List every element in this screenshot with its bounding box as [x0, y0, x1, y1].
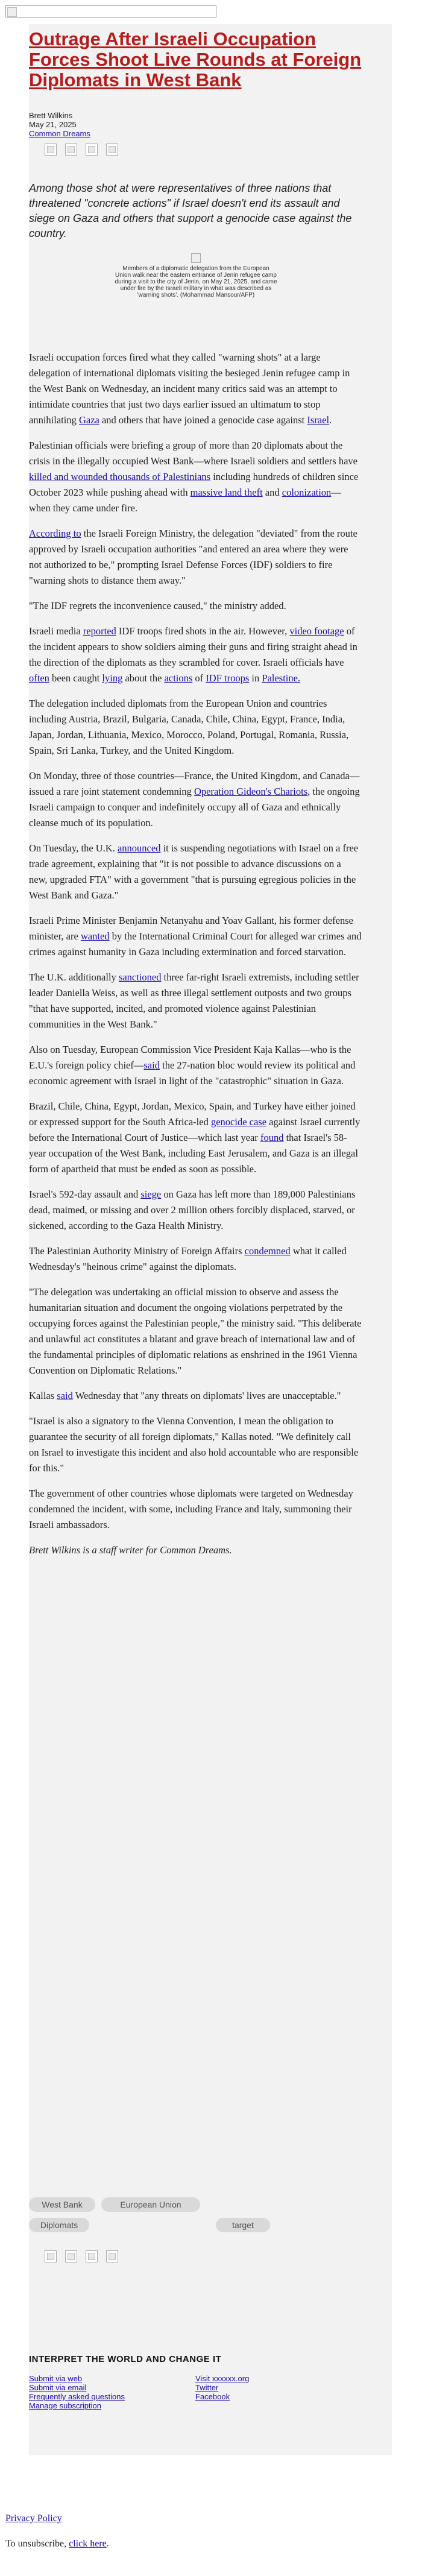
- unsubscribe-text: To unsubscribe,: [5, 2539, 67, 2549]
- unsubscribe-row: [5, 2539, 109, 2549]
- footer-left-links: [29, 2374, 195, 2410]
- link-siege[interactable]: siege: [140, 1189, 162, 1200]
- email-icon[interactable]: [86, 144, 98, 156]
- paragraph: "The delegation was undertaking an official mission to observe and assess the humanitarian situation and document the ongoing violations perpetrated by the occupying forces against the Palestinian people," the ministry said. "This deliberate and unlawful act constitutes a blatant and grave breach of international law and of the fundamental principles of diplomatic relations as enshrined in the 1961 Vienna Convention on Diplomatic Relations.": [29, 1286, 362, 1376]
- unsubscribe-link[interactable]: click here: [69, 2539, 107, 2549]
- link-said-kallas[interactable]: said: [143, 1059, 160, 1071]
- article-title[interactable]: Outrage After Israeli Occupation Forces Shoot Live Rounds at Foreign Diplomats in West Bank: [29, 28, 362, 90]
- tag-list: [29, 2197, 362, 2232]
- privacy-policy-link[interactable]: Privacy Policy: [5, 2513, 62, 2524]
- paragraph: The government of other countries whose diplomats were targeted on Wednesday condemned the incident, with some, including France and Italy, summoning their Israeli ambassadors.: [29, 1488, 353, 1530]
- header-logo-image: [5, 5, 216, 17]
- email-icon[interactable]: [86, 2250, 98, 2262]
- link-reported[interactable]: reported: [83, 625, 116, 637]
- link-killed-wounded[interactable]: killed and wounded thousands of Palestinians: [29, 471, 211, 482]
- link-genocide-case[interactable]: genocide case: [210, 1116, 267, 1128]
- share-row-bottom: [45, 2250, 118, 2262]
- paragraph: "Israel is also a signatory to the Vienna Convention, I mean the obligation to guarantee the security of all foreign diplomats," Kallas noted. "We definitely call on Israel to investigate this incident and also hold accountable who are responsible for this.": [29, 1415, 359, 1474]
- paragraph: Israel's 592-day assault and siege on Gaza has left more than 189,000 Palestinians dead, maimed, or missing and over 2 million others forcibly displaced, starved, or sickened, according to the Gaza Health Ministry.: [29, 1189, 356, 1231]
- reddit-icon[interactable]: [106, 144, 118, 156]
- link-idf-troops[interactable]: IDF troops: [206, 672, 250, 684]
- faq-link[interactable]: Frequently asked questions: [29, 2392, 125, 2401]
- submit-web-link[interactable]: Submit via web: [29, 2374, 83, 2383]
- footer: [29, 2354, 362, 2410]
- author-signature: Brett Wilkins is a staff writer for Common Dreams.: [29, 1544, 232, 1556]
- tag-west-bank[interactable]: West Bank: [29, 2197, 95, 2212]
- link-actions[interactable]: actions: [164, 672, 193, 684]
- visit-site-link[interactable]: Visit xxxxxx.org: [195, 2374, 250, 2383]
- privacy-row: [5, 2513, 62, 2524]
- paragraph: Palestinian officials were briefing a group of more than 20 diplomats about the crisis in the illegally occupied West Bank—where Israeli soldiers and settlers have killed and wounded thousands of Palestinians including hundreds of children since October 2023 while pushing ahead with massive land theft and colonization—when they came under fire.: [29, 440, 359, 514]
- article-subhead: Among those shot at were representatives of three nations that threatened "concrete actions" if Israel doesn't end its assault and siege on Gaza and others that support a genocide case against the country.: [29, 182, 352, 239]
- paragraph: Kallas said Wednesday that "any threats on diplomats' lives are unacceptable.": [29, 1390, 341, 1401]
- article-meta: [29, 111, 362, 138]
- facebook-icon[interactable]: [45, 144, 57, 156]
- twitter-link[interactable]: Twitter: [195, 2383, 219, 2392]
- image-caption: Members of a diplomatic delegation from the European Union walk near the eastern entrance of Jenin refugee camp during a visit to the city of Jenin, on May 21, 2025, and came under fire by the Israeli military in what was described as 'warning shots'. (Mohammad Mansour/AFP): [115, 265, 277, 298]
- source-link[interactable]: Common Dreams: [29, 129, 90, 138]
- link-colonization[interactable]: colonization: [282, 487, 332, 498]
- link-condemned[interactable]: condemned: [244, 1245, 291, 1257]
- tag-target[interactable]: target: [216, 2218, 270, 2232]
- link-palestine[interactable]: Palestine.: [262, 672, 301, 684]
- facebook-icon[interactable]: [45, 2250, 57, 2262]
- link-land-theft[interactable]: massive land theft: [190, 487, 263, 498]
- paragraph: According to the Israeli Foreign Ministry, the delegation "deviated" from the route approved by Israeli occupation authorities "and entered an area where they were not authorized to be," prompting Israel Defense Forces (IDF) soldiers to fire "warning shots to distance them away.": [29, 528, 357, 586]
- link-video-footage[interactable]: video footage: [289, 625, 344, 637]
- link-said-wednesday[interactable]: said: [57, 1390, 73, 1401]
- facebook-link[interactable]: Facebook: [195, 2392, 230, 2401]
- paragraph: "The IDF regrets the inconvenience caused," the ministry added.: [29, 600, 286, 611]
- link-operation-gideons-chariots[interactable]: Operation Gideon's Chariots: [194, 786, 308, 797]
- article-figure: [115, 253, 277, 298]
- paragraph: On Monday, three of those countries—France, the United Kingdom, and Canada—issued a rare joint statement condemning Operation Gideon's Chariots, the ongoing Israeli campaign to conquer and indefinitely occupy all of Gaza and ethnically cleanse much of its population.: [29, 770, 360, 829]
- article-image: [191, 253, 201, 263]
- author-name: Brett Wilkins: [29, 111, 73, 120]
- twitter-icon[interactable]: [65, 2250, 77, 2262]
- paragraph: Israeli occupation forces fired what they called "warning shots" at a large delegation of international diplomats visiting the besieged Jenin refugee camp in the West Bank on Wednesday, an incident many critics said was an attempt to intimidate countries that just two days earlier issued an ultimatum to stop annihilating Gaza and others that have joined a genocide case against Israel.: [29, 352, 350, 426]
- manage-subscription-link[interactable]: Manage subscription: [29, 2401, 101, 2410]
- paragraph: Israeli Prime Minister Benjamin Netanyahu and Yoav Gallant, his former defense minister, are wanted by the International Criminal Court for alleged war crimes and crimes against humanity in Gaza including extermination and forced starvation.: [29, 915, 362, 958]
- paragraph: The Palestinian Authority Ministry of Foreign Affairs condemned what it called Wednesday's "heinous crime" against the diplomats.: [29, 1245, 347, 1272]
- tag-european-union[interactable]: European Union: [101, 2197, 200, 2212]
- submit-email-link[interactable]: Submit via email: [29, 2383, 87, 2392]
- paragraph: Israeli media reported IDF troops fired shots in the air. However, video footage of the incident appears to show soldiers aiming their guns and firing straight ahead in the direction of the diplomats as they scrambled for cover. Israeli officials have often been caught lying about the actions of IDF troops in Palestine.: [29, 625, 357, 684]
- link-found[interactable]: found: [260, 1132, 284, 1143]
- publish-date: May 21, 2025: [29, 120, 77, 129]
- link-gaza[interactable]: Gaza: [78, 414, 99, 426]
- paragraph: The U.K. additionally sanctioned three far-right Israeli extremists, including settler leader Daniella Weiss, as well as three illegal settlement outposts and two groups "that have supported, incited, and promoted violence against Palestinian communities in the West Bank.": [29, 971, 359, 1030]
- reddit-icon[interactable]: [106, 2250, 118, 2262]
- footer-right-links: [195, 2374, 362, 2410]
- share-row-top: [45, 144, 118, 156]
- link-announced[interactable]: announced: [117, 842, 161, 854]
- link-according-to[interactable]: According to: [29, 528, 81, 539]
- footer-heading: INTERPRET THE WORLD AND CHANGE IT: [29, 2354, 222, 2364]
- link-lying[interactable]: lying: [102, 672, 123, 684]
- paragraph: Also on Tuesday, European Commission Vice President Kaja Kallas—who is the E.U.'s foreign policy chief—said the 27-nation bloc would review its political and economic agreement with Israel in light of the "catastrophic" situation in Gaza.: [29, 1044, 356, 1087]
- twitter-icon[interactable]: [65, 144, 77, 156]
- link-israel[interactable]: Israel: [307, 414, 330, 426]
- paragraph: The delegation included diplomats from the European Union and countries including Austria, Brazil, Bulgaria, Canada, Chile, China, Egypt, France, India, Japan, Jordan, Lithuania, Mexico, Morocco, Poland, Portugal, Romania, Russia, Spain, Sri Lanka, Turkey, and the United Kingdom.: [29, 698, 349, 756]
- paragraph: Brazil, Chile, China, Egypt, Jordan, Mexico, Spain, and Turkey have either joined or expressed support for the South Africa-led genocide case against Israel currently before the International Court of Justice—which last year found that Israel's 58-year occupation of the West Bank, including East Jerusalem, and Gaza is an illegal form of apartheid that must be ended as soon as possible.: [29, 1100, 361, 1175]
- unsubscribe-period: .: [106, 2539, 109, 2549]
- tag-diplomats[interactable]: Diplomats: [29, 2218, 89, 2232]
- link-sanctioned[interactable]: sanctioned: [118, 971, 162, 983]
- link-wanted[interactable]: wanted: [80, 930, 110, 942]
- paragraph: On Tuesday, the U.K. announced it is suspending negotiations with Israel on a free trade agreement, explaining that "it is not possible to advance discussions on a new, upgraded FTA" with a government "that is pursuing egregious policies in the West Bank and Gaza.": [29, 842, 359, 901]
- link-often[interactable]: often: [29, 672, 49, 684]
- article-body: [29, 350, 362, 1568]
